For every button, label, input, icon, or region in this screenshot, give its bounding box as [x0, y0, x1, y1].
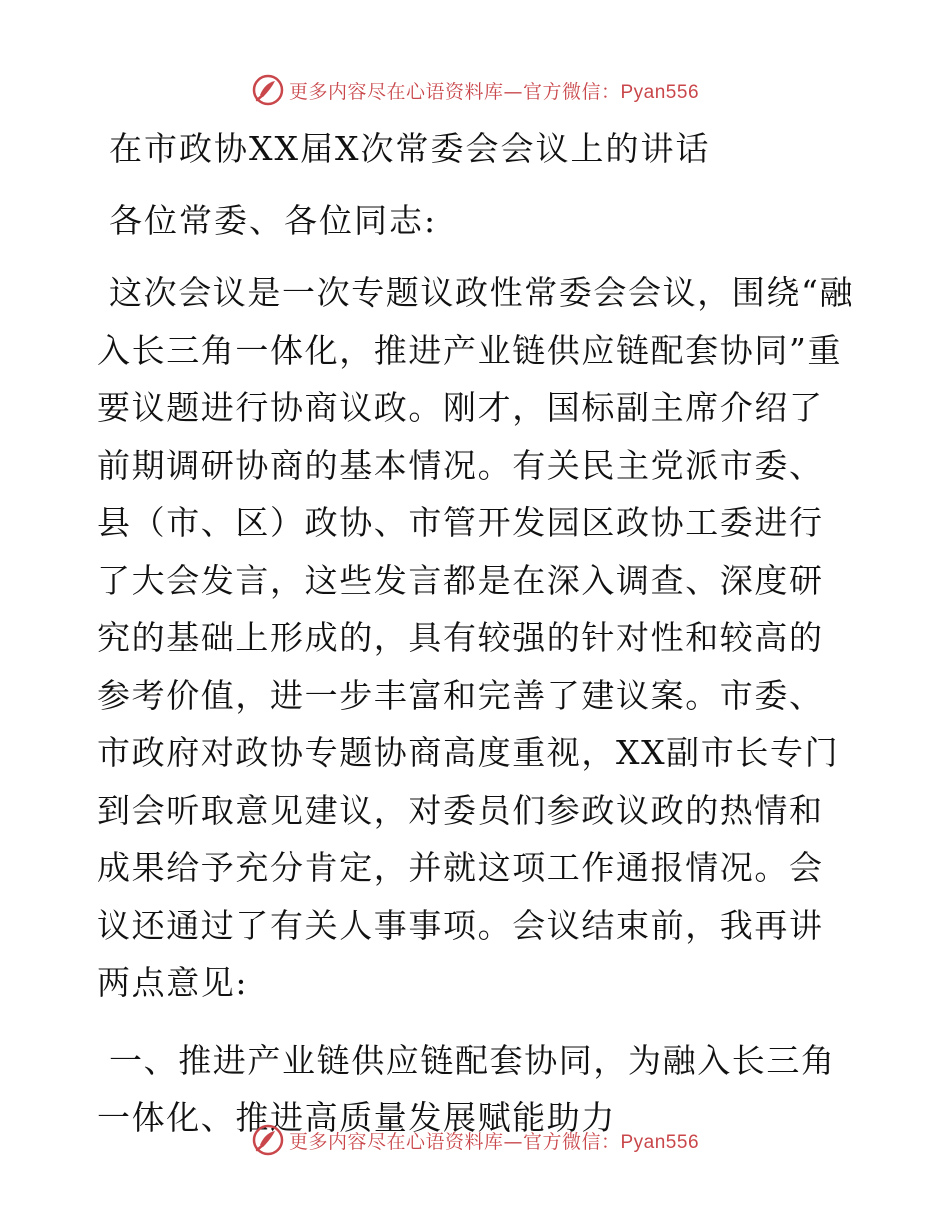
footer-banner-text — [289, 1127, 699, 1154]
document-title: 在市政协XX届X次常委会会议上的讲话 — [109, 129, 711, 168]
salutation: 各位常委、各位同志: — [109, 201, 438, 240]
footer-banner-dash: — — [503, 1130, 523, 1153]
header-banner-slogan: 更多内容尽在心语资料库 — [288, 80, 504, 103]
footer-banner-suffix: 官方微信： — [522, 1130, 621, 1153]
document-body — [97, 120, 857, 1147]
footer-banner-slogan: 更多内容尽在心语资料库 — [288, 1130, 504, 1153]
pen-logo-icon — [251, 73, 285, 107]
paragraph-1: 这次会议是一次专题议政性常委会会议，围绕“融入长三角一体化，推进产业链供应链配套协同”重要议题进行协商议政。刚才，国标副主席介绍了前期调研协商的基本情况。有关民主党派市委、县（市、区）政协、市管开发园区政协工委进行了大会发言，这些发言都是在深入调查、深度研究的基础上形成的，具有较强的针对性和较高的参考价值，进一步丰富和完善了建议案。市委、市政府对政协专题协商高度重视，XX副市长专门到会听取意见建议，对委员们参政议政的热情和成果给予充分肯定，并就这项工作通报情况。会议还通过了有关人事事项。会议结束前，我再讲两点意见: — [97, 273, 855, 1002]
header-banner-content — [251, 73, 699, 107]
footer-banner-wechat-id: Pyan556 — [620, 1131, 700, 1153]
section-heading-1: 一、推进产业链供应链配套协同，为融入长三角一体化、推进高质量发展赋能助力 — [97, 1040, 836, 1137]
header-banner-wechat-id: Pyan556 — [620, 81, 700, 103]
footer-banner-content — [251, 1123, 699, 1157]
header-banner-text — [289, 77, 699, 104]
header-banner-suffix: 官方微信： — [522, 80, 621, 103]
pen-logo-icon — [251, 1123, 285, 1157]
header-banner-dash: — — [503, 80, 523, 103]
header-banner — [0, 70, 950, 110]
footer-banner — [0, 1120, 950, 1160]
